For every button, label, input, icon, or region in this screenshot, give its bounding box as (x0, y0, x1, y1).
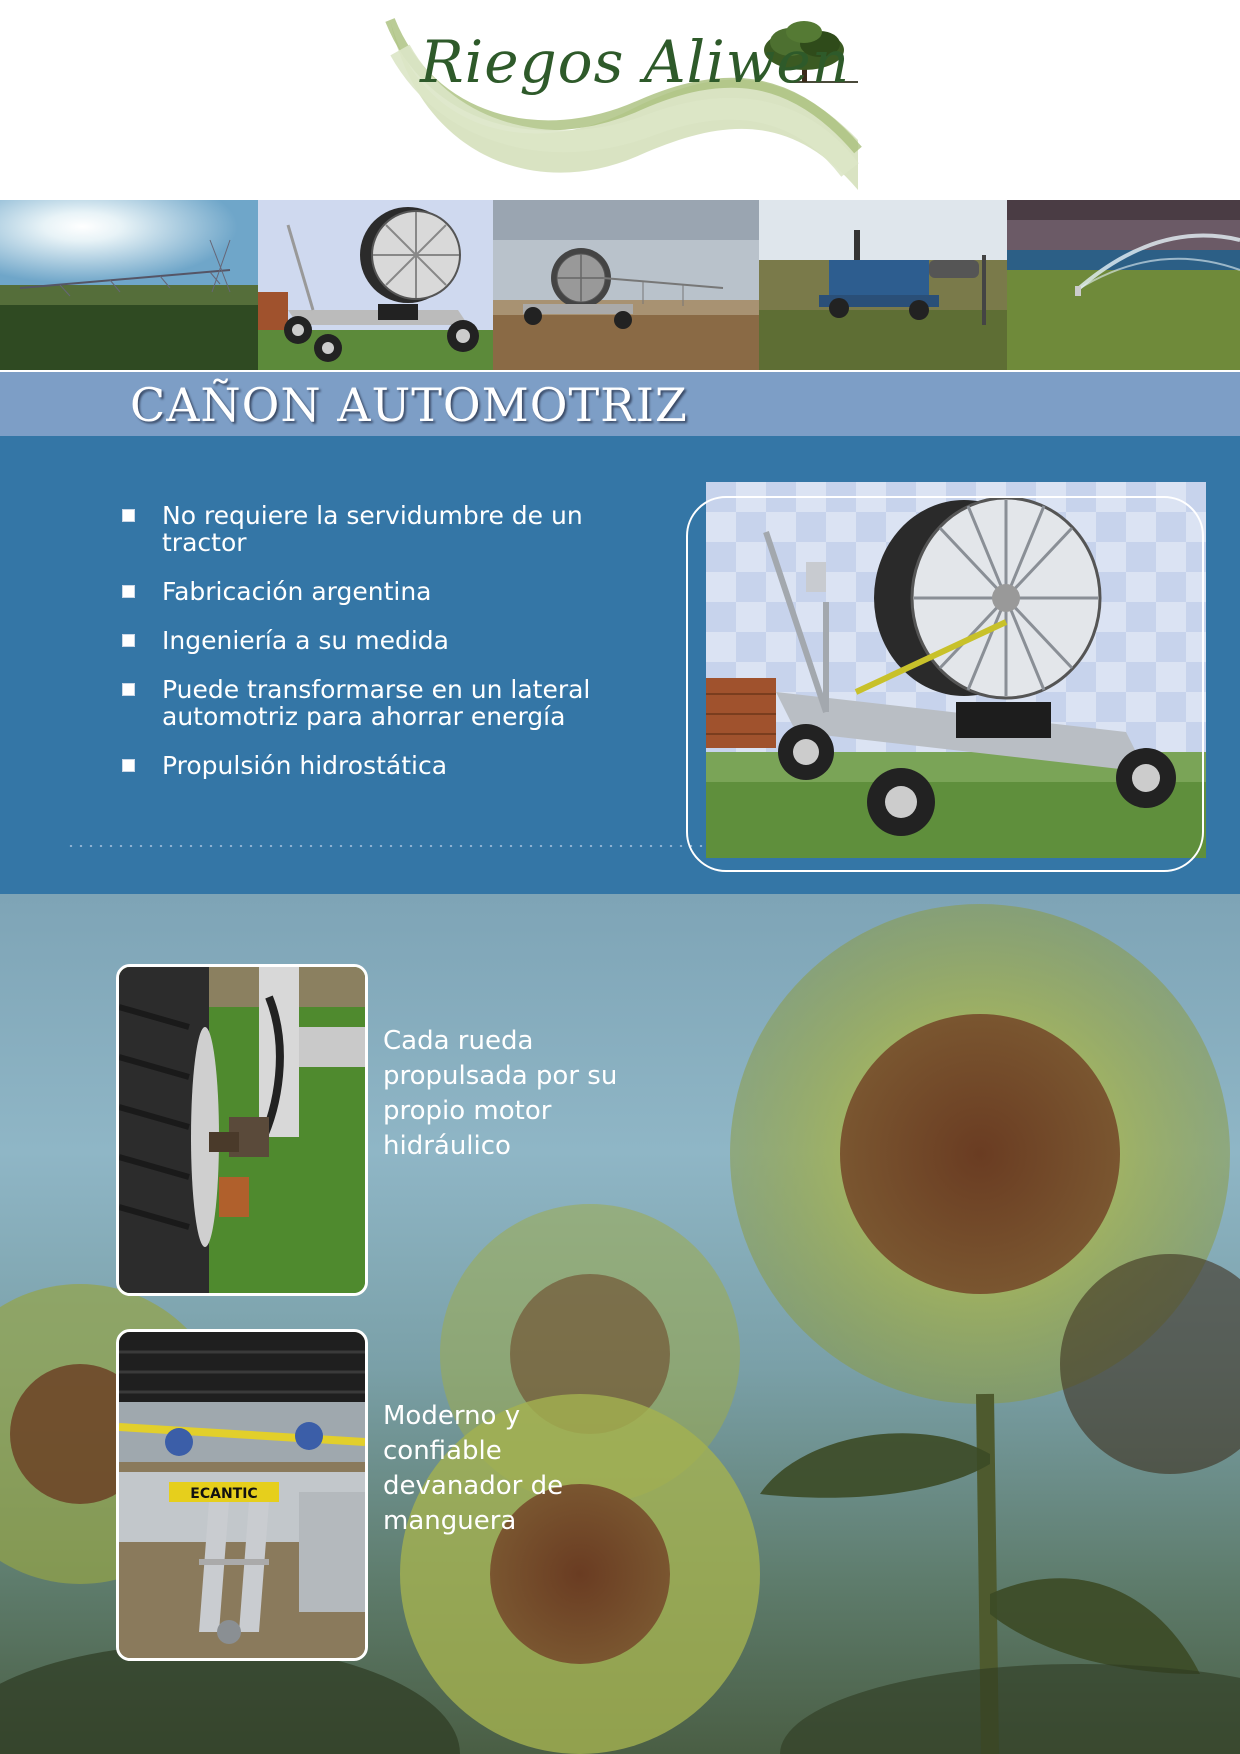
feature-item (118, 502, 658, 556)
feature-item (118, 578, 658, 605)
bullet-square-icon (122, 759, 135, 772)
page-header (0, 0, 1240, 200)
feature-text: Puede transformarse en un lateral automotriz para ahorrar energía (162, 675, 591, 731)
brand-logo (380, 10, 870, 200)
main-photo-frame (686, 496, 1204, 872)
dotted-divider (66, 845, 706, 847)
hose-winder-photo (116, 1329, 368, 1661)
feature-text: Fabricación argentina (162, 577, 432, 606)
bullet-square-icon (122, 509, 135, 522)
title-bar (0, 372, 1240, 436)
tractor-pump-photo (759, 200, 1007, 370)
detail-text-wheel-motor: Cada rueda propulsada por su propio motor hidráulico (383, 1026, 618, 1161)
hose-reel-cart-photo (258, 200, 493, 370)
stadium-sprinkler-photo (1007, 200, 1240, 370)
feature-item (118, 676, 658, 730)
feature-item (118, 752, 658, 779)
sunflower-section (0, 894, 1240, 1754)
feature-list (118, 502, 658, 801)
feature-text: Propulsión hidrostática (162, 751, 448, 780)
brand-name: Riegos Aliwen (420, 28, 851, 96)
bullet-square-icon (122, 634, 135, 647)
center-pivot-sunset-photo (0, 200, 258, 370)
hose-reel-field-photo (493, 200, 759, 370)
features-panel (0, 436, 1240, 894)
bullet-square-icon (122, 683, 135, 696)
feature-text: Ingeniería a su medida (162, 626, 449, 655)
bullet-square-icon (122, 585, 135, 598)
winder-brand-label: ECANTIC (190, 1486, 258, 1502)
wheel-hydraulic-motor-photo (116, 964, 368, 1296)
feature-item (118, 627, 658, 654)
feature-text: No requiere la servidumbre de un tractor (162, 501, 583, 557)
detail-text-hose-winder: Moderno y confiable devanador de manguera (383, 1401, 564, 1536)
photo-strip (0, 200, 1240, 370)
page-title: CAÑON AUTOMOTRIZ (130, 378, 688, 432)
